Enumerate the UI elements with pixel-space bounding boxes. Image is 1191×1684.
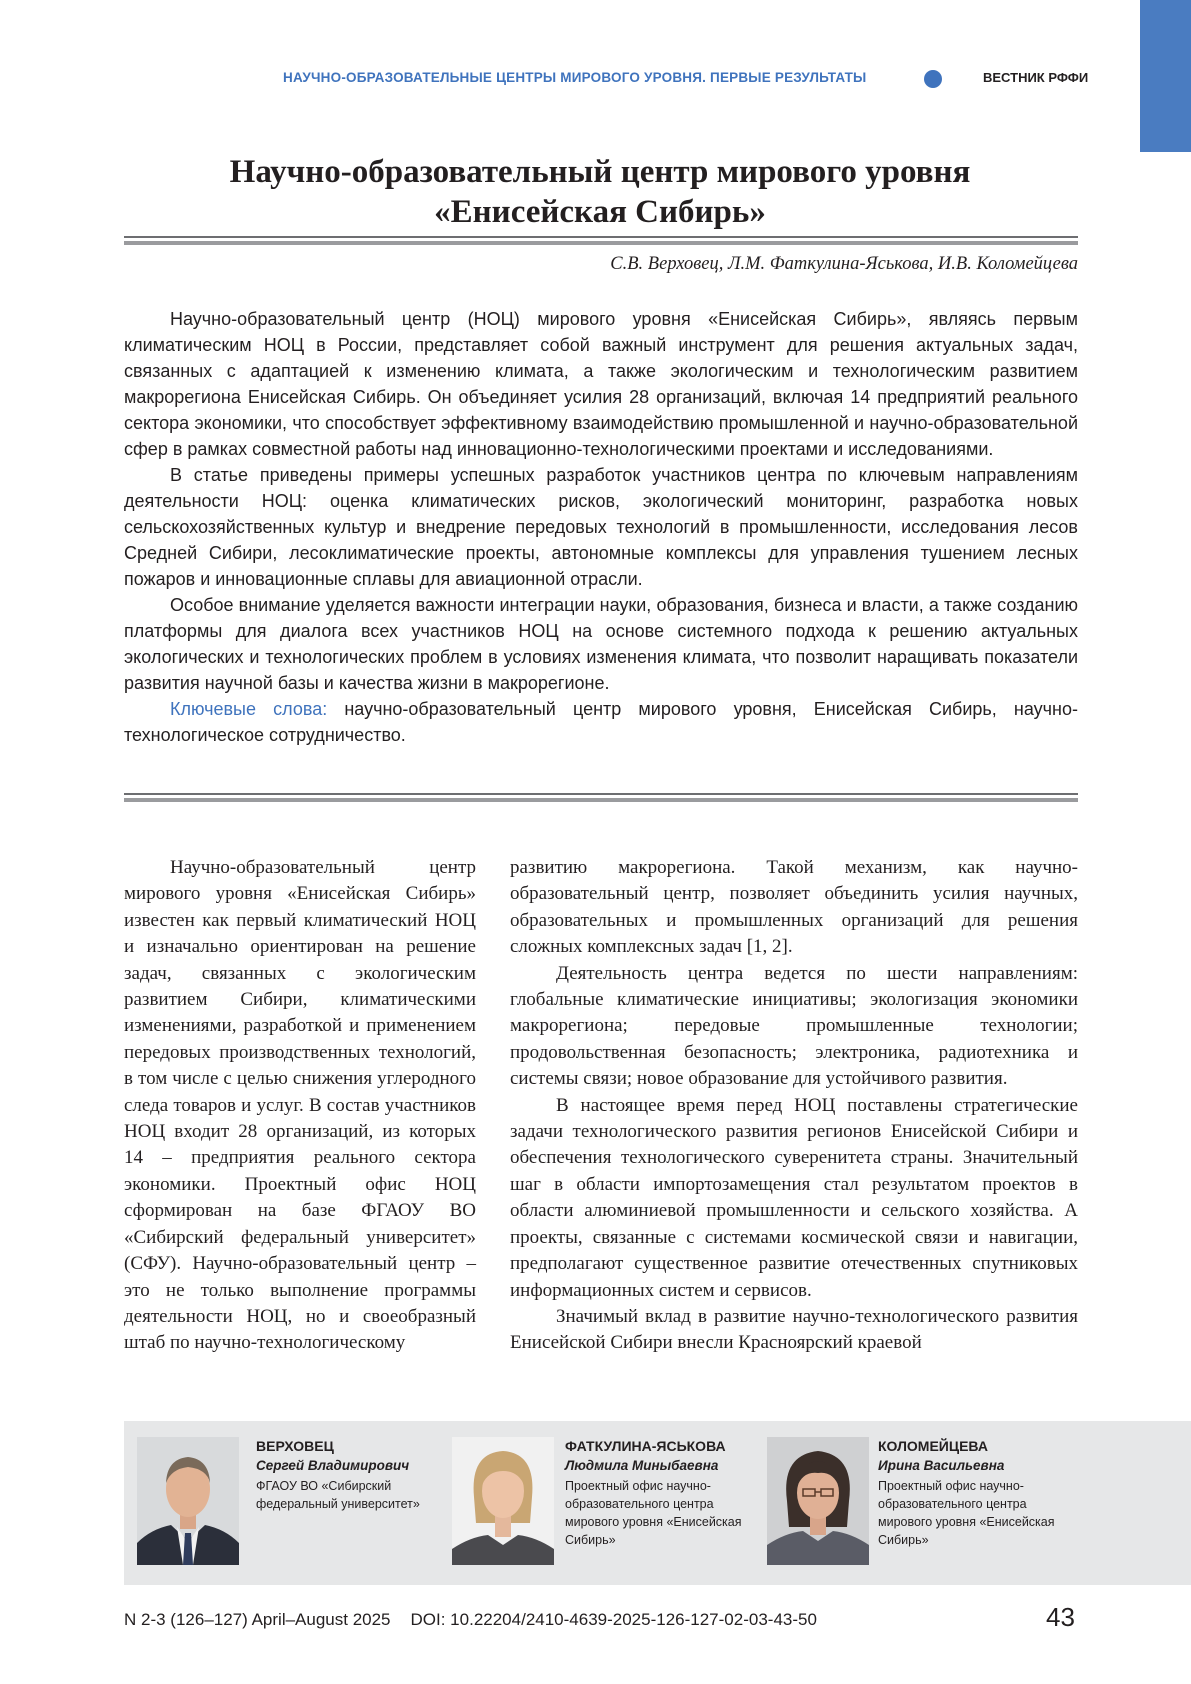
keywords [124, 696, 1078, 748]
author-surname: ВЕРХОВЕЦ [256, 1438, 334, 1454]
author-photo [137, 1437, 239, 1565]
keywords-label: Ключевые слова: [170, 699, 328, 719]
article-body [124, 855, 1078, 1415]
page-number: 43 [1046, 1602, 1075, 1632]
section-side-tab [1140, 0, 1191, 152]
title-divider [124, 236, 1078, 245]
issue-info: N 2-3 (126–127) April–August 2025 [124, 1610, 391, 1629]
section-title: НАУЧНО-ОБРАЗОВАТЕЛЬНЫЕ ЦЕНТРЫ МИРОВОГО УРОВНЯ. ПЕРВЫЕ РЕЗУЛЬТАТЫ [283, 70, 867, 85]
body-column-left [124, 855, 476, 1357]
author-surname: ФАТКУЛИНА-ЯСЬКОВА [565, 1438, 726, 1454]
page-footer [124, 1610, 817, 1630]
author-affiliation: Проектный офис научно-образовательного центра мирового уровня «Енисейская Сибирь» [565, 1479, 742, 1547]
journal-name: ВЕСТНИК РФФИ [983, 70, 1089, 85]
author-given-name: Людмила Миныбаевна [565, 1458, 719, 1473]
author-given-name: Сергей Владимирович [256, 1458, 410, 1473]
keywords-text: научно-образовательный центр мирового уровня, Енисейская Сибирь, научно-технологическое сотрудничество. [124, 699, 1078, 745]
article-title-line-2: «Енисейская Сибирь» [434, 194, 766, 230]
article-title-line-1: Научно-образовательный центр мирового уровня [229, 154, 971, 190]
body-paragraph: Значимый вклад в развитие научно-технологического развития Енисейской Сибири внесли Красноярский краевой [510, 1305, 1078, 1354]
abstract-paragraph: Научно-образовательный центр (НОЦ) мирового уровня «Енисейская Сибирь», являясь первым климатическим НОЦ в России, представляет собой важный инструмент для решения актуальных задач, связанных с адаптацией к изменению климата, а также экологическим и технологическим развитием макрорегиона Енисейская Сибирь. Он объединяет усилия 28 организаций, включая 14 предприятий реального сектора экономики, что способствует эффективному взаимодействию промышленной и научно-образовательной сфер в рамках совместной работы над инновационно-технологическими проектами и исследованиями. [124, 309, 1078, 459]
abstract-paragraph: Особое внимание уделяется важности интеграции науки, образования, бизнеса и власти, а также созданию платформы для диалога всех участников НОЦ на основе системного подхода к решению актуальных экологических и технологических проблем в условиях изменения климата, что позволит наращивать показатели развития научной базы и качества жизни в макрорегионе. [124, 595, 1078, 693]
author-info [256, 1437, 456, 1513]
abstract [124, 306, 1078, 748]
body-paragraph: развитию макрорегиона. Такой механизм, как научно-образовательный центр, позволяет объединить усилия научных, образовательных и промышленных организаций для решения сложных комплексных задач [1, 2]. [510, 857, 1078, 958]
author-photo [767, 1437, 869, 1565]
doi: DOI: 10.22204/2410-4639-2025-126-127-02-03-43-50 [410, 1610, 817, 1629]
body-paragraph: В настоящее время перед НОЦ поставлены стратегические задачи технологического развития регионов Енисейской Сибири и обеспечения технологического суверенитета страны. Значительный шаг в области импортозамещения стал результатом проектов в области алюминиевой промышленности и сельского хозяйства. А проекты, связанные с системами космической связи и навигации, предполагают существенное развитие отечественных спутниковых информационных систем и сервисов. [510, 1094, 1078, 1301]
body-column-right [510, 855, 1078, 1357]
authors-panel [124, 1421, 1191, 1585]
author-affiliation: ФГАОУ ВО «Сибирский федеральный университет» [256, 1479, 420, 1511]
article-title [120, 152, 1080, 232]
body-paragraph: Научно-образовательный центр мирового уровня «Енисейская Сибирь» известен как первый климатический НОЦ и изначально ориентирован на решение задач, связанных с экологическим развитием Сибири, климатическими изменениями, разработкой и применением передовых производственных технологий, в том числе с целью снижения углеродного следа товаров и услуг. В состав участников НОЦ входит 28 организаций, из которых 14 – предприятия реального сектора экономики. Проектный офис НОЦ сформирован на базе ФГАОУ ВО «Сибирский федеральный университет» (СФУ). Научно-образовательный центр – это не только выполнение программы деятельности НОЦ, но и своеобразный штаб по научно-технологическому [124, 857, 476, 1354]
author-surname: КОЛОМЕЙЦЕВА [878, 1438, 988, 1454]
author-info [565, 1437, 750, 1549]
author-photo [452, 1437, 554, 1565]
author-info [878, 1437, 1078, 1549]
header-dot-icon [924, 70, 942, 88]
author-affiliation: Проектный офис научно-образовательного центра мирового уровня «Енисейская Сибирь» [878, 1479, 1055, 1547]
author-given-name: Ирина Васильевна [878, 1458, 1005, 1473]
body-paragraph: Деятельность центра ведется по шести направлениям: глобальные климатические инициативы; экологизация экономики макрорегиона; передовые промышленные технологии; продовольственная безопасность; электроника, радиотехника и системы связи; новое образование для устойчивого развития. [510, 962, 1078, 1090]
abstract-divider [124, 793, 1078, 802]
running-header [283, 70, 1089, 90]
abstract-paragraph: В статье приведены примеры успешных разработок участников центра по ключевым направлениям деятельности НОЦ: оценка климатических рисков, экологический мониторинг, разработка новых сельскохозяйственных культур и внедрение передовых технологий в промышленности, исследования лесов Средней Сибири, лесоклиматические проекты, автономные комплексы для управления тушением лесных пожаров и инновационные сплавы для авиационной отрасли. [124, 465, 1078, 589]
article-authors: С.В. Верховец, Л.М. Фаткулина-Яськова, И.В. Коломейцева [610, 254, 1078, 274]
